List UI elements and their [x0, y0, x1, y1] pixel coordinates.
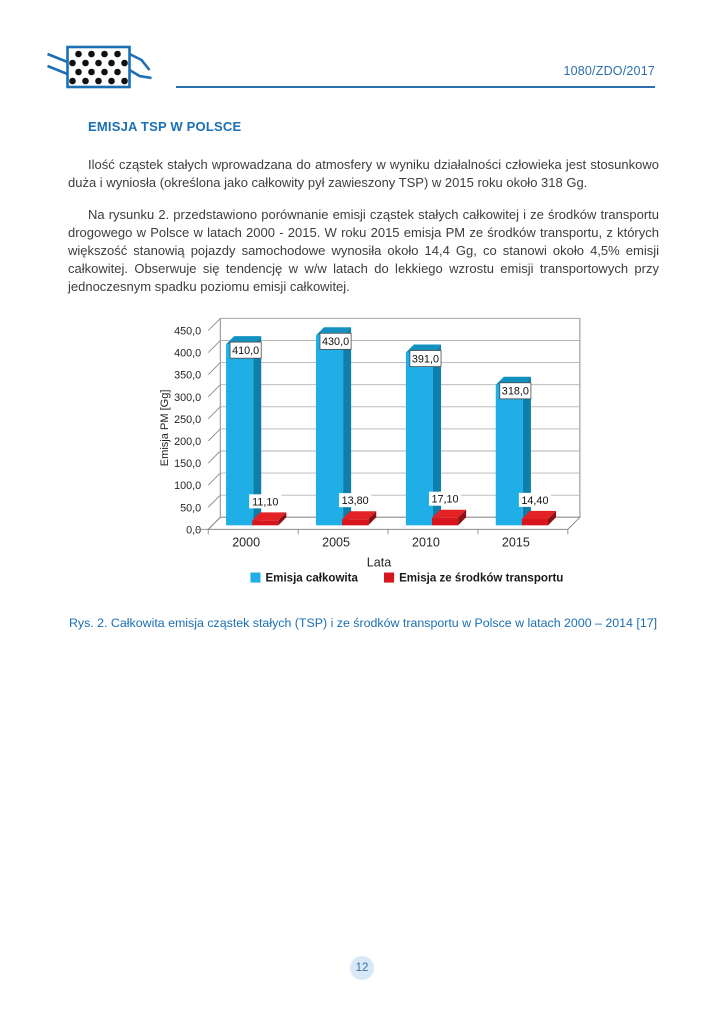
- y-tick-label: 50,0: [180, 502, 202, 515]
- y-tick-label: 200,0: [174, 435, 202, 448]
- page-number: 12: [355, 962, 369, 974]
- data-label-transport: 13,80: [341, 495, 369, 508]
- data-label-transport: 14,40: [521, 494, 549, 507]
- x-category-label: 2005: [322, 535, 351, 550]
- y-tick-label: 400,0: [174, 347, 202, 360]
- paragraph-2: Na rysunku 2. przedstawiono porównanie emisji cząstek stałych całkowitej i ze środków transportu drogowego w Polsce w latach 2000 - 2015. W roku 2015 emisja PM ze środków transportu, z których większość stanowią pojazdy samochodowe wynosiła około 14,4 Gg, co stanowi około 4,5% emisji całkowitej. Obserwuje się tendencję w w/w latach do lekkiego wzrostu emisji transportowych przy jednoczesnym spadku poziomu emisji całkowitej.: [68, 207, 659, 294]
- y-tick: [208, 495, 220, 507]
- y-tick-label: 450,0: [174, 325, 202, 338]
- bar-transport-2015: [522, 519, 548, 525]
- emissions-chart: [153, 306, 605, 596]
- y-tick: [208, 473, 220, 485]
- x-category-label: 2000: [232, 535, 261, 550]
- bar-total-2000: [226, 344, 253, 525]
- y-tick: [208, 407, 220, 419]
- bar-transport-2005: [342, 519, 368, 525]
- x-category-label: 2015: [501, 535, 530, 550]
- y-tick-label: 150,0: [174, 458, 202, 471]
- y-tick: [208, 429, 220, 441]
- y-tick-label: 0,0: [186, 524, 202, 537]
- emissions-chart-svg: [153, 306, 605, 596]
- y-tick-label: 100,0: [174, 480, 202, 493]
- data-label-transport: 17,10: [431, 493, 459, 506]
- data-label-total: 430,0: [322, 336, 350, 349]
- document-number: 1080/ZDO/2017: [563, 64, 655, 78]
- particulate-filter-icon: [46, 40, 154, 96]
- y-tick: [208, 318, 220, 330]
- x-axis-title: Lata: [366, 555, 392, 570]
- y-tick: [208, 385, 220, 397]
- bar-total-2015: [496, 385, 523, 526]
- page-number-badge: [350, 956, 374, 980]
- legend-swatch-transport: [384, 573, 394, 583]
- bar-transport-2000: [252, 520, 278, 525]
- data-label-total: 318,0: [501, 385, 529, 398]
- legend-swatch-total: [250, 573, 260, 583]
- data-label-transport: 11,10: [252, 496, 279, 509]
- y-axis-title: Emisja PM [Gg]: [159, 389, 172, 467]
- legend-label-transport: Emisja ze środków transportu: [399, 572, 564, 585]
- bar-total-2010: [406, 353, 433, 526]
- y-tick: [208, 451, 220, 463]
- y-tick-label: 300,0: [174, 391, 202, 404]
- header-rule: [176, 86, 655, 88]
- data-label-total: 410,0: [232, 344, 260, 357]
- bar-transport-2010: [432, 518, 458, 526]
- y-tick: [208, 341, 220, 353]
- section-heading: EMISJA TSP W POLSCE: [88, 119, 242, 134]
- figure-caption: Rys. 2. Całkowita emisja cząstek stałych (TSP) i ze środków transportu w Polsce w latach 2000 – 2014 [17]: [68, 616, 658, 630]
- y-tick-label: 250,0: [174, 413, 202, 426]
- bar-total-2005: [316, 335, 343, 525]
- y-tick: [208, 363, 220, 375]
- y-tick-label: 350,0: [174, 369, 202, 382]
- paragraph-1: Ilość cząstek stałych wprowadzana do atmosfery w wyniku działalności człowieka jest stosunkowo duża i wyniosła (określona jako całkowity pył zawieszony TSP) w 2015 roku około 318 Gg.: [68, 157, 659, 190]
- legend-label-total: Emisja całkowita: [265, 572, 358, 585]
- data-label-total: 391,0: [411, 353, 440, 366]
- x-category-label: 2010: [411, 535, 440, 550]
